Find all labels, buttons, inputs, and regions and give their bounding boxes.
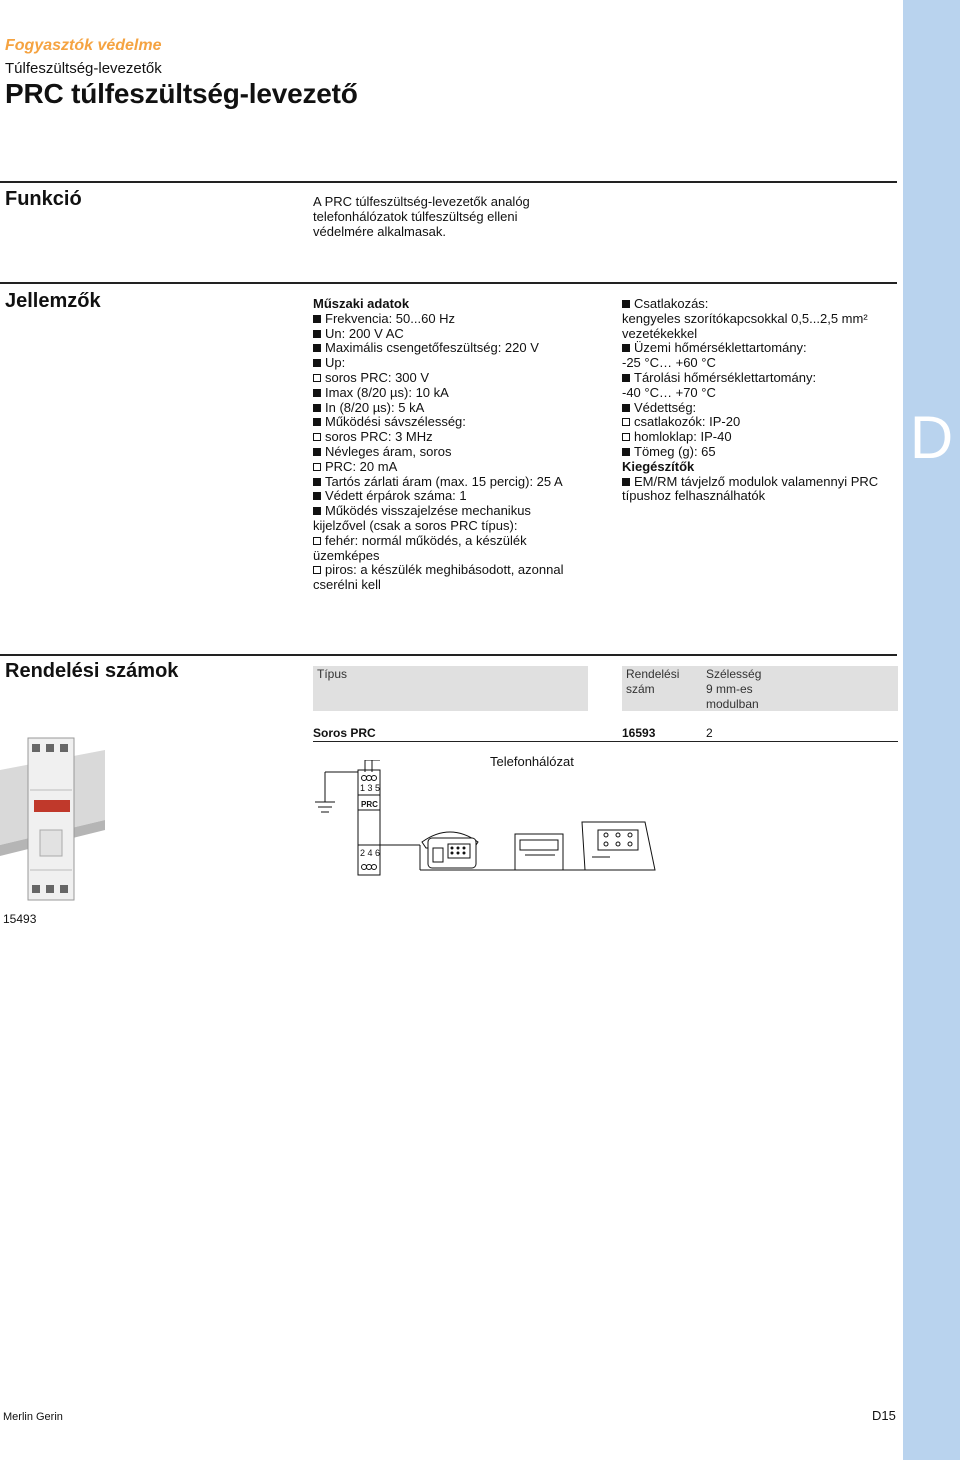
open-square-bullet-icon xyxy=(313,566,321,574)
table-header-tipus xyxy=(313,666,588,711)
modem-icon xyxy=(515,834,563,870)
spec-heading xyxy=(313,297,603,312)
spec-text: -25 °C… +60 °C xyxy=(622,355,716,371)
table-row-order-number: 16593 xyxy=(622,726,656,740)
footer-brand: Merlin Gerin xyxy=(3,1411,63,1423)
spec-item xyxy=(622,489,902,504)
spec-item xyxy=(313,386,603,401)
spec-text: kengyeles szorítókapcsokkal 0,5...2,5 mm² xyxy=(622,310,868,326)
terminal-label-top: 1 3 5 xyxy=(360,783,381,793)
spec-item xyxy=(313,312,603,327)
open-square-bullet-icon xyxy=(313,374,321,382)
table-row-rule xyxy=(313,741,898,742)
header-line: 9 mm-es xyxy=(706,682,753,696)
spec-text: üzemképes xyxy=(313,547,380,563)
spec-text: csatlakozók: IP-20 xyxy=(634,414,741,430)
spec-text: Imax (8/20 µs): 10 kA xyxy=(325,384,449,400)
text-line: telefonhálózatok túlfeszültség elleni xyxy=(313,208,518,224)
filled-square-bullet-icon xyxy=(313,418,321,426)
table-row-width: 2 xyxy=(706,726,713,740)
open-square-bullet-icon xyxy=(622,433,630,441)
spec-item xyxy=(313,327,603,342)
spec-text: Csatlakozás: xyxy=(634,296,709,311)
header-cell-szelesseg xyxy=(706,667,761,712)
section-heading-jellemzok: Jellemzők xyxy=(5,290,101,312)
spec-item xyxy=(313,563,603,578)
header-line: Szélesség xyxy=(706,667,762,681)
filled-square-bullet-icon xyxy=(313,389,321,397)
spec-text: Védettség: xyxy=(634,399,697,415)
spec-text: fehér: normál működés, a készülék xyxy=(325,532,527,548)
specs-column-1 xyxy=(313,297,603,593)
subcategory-label: Túlfeszültség-levezetők xyxy=(5,60,162,77)
spec-item xyxy=(622,327,902,342)
spec-item xyxy=(313,489,603,504)
product-photo xyxy=(0,730,105,906)
spec-item xyxy=(313,460,603,475)
spec-item xyxy=(313,519,603,534)
section-tab xyxy=(903,0,960,1460)
spec-text: Tömeg (g): 65 xyxy=(634,443,716,459)
terminal-label-bottom: 2 4 6 xyxy=(360,848,381,858)
open-square-bullet-icon xyxy=(313,433,321,441)
spec-item xyxy=(313,578,603,593)
spec-text: -40 °C… +70 °C xyxy=(622,384,716,400)
telephone-icon xyxy=(422,832,478,868)
header-line: szám xyxy=(626,682,655,696)
spec-item xyxy=(622,445,902,460)
spec-item xyxy=(313,401,603,416)
filled-square-bullet-icon xyxy=(622,404,630,412)
filled-square-bullet-icon xyxy=(622,448,630,456)
filled-square-bullet-icon xyxy=(622,300,630,308)
filled-square-bullet-icon xyxy=(313,507,321,515)
spec-text: piros: a készülék meghibásodott, azonnal xyxy=(325,562,564,578)
table-row-type: Soros PRC xyxy=(313,726,376,740)
spec-text: kijelzővel (csak a soros PRC típus): xyxy=(313,517,518,533)
section-letter: D xyxy=(909,404,954,471)
spec-heading xyxy=(622,460,902,475)
page-number: D15 xyxy=(872,1408,896,1423)
filled-square-bullet-icon xyxy=(313,344,321,352)
specs-column-2 xyxy=(622,297,902,504)
header-cell-label: Típus xyxy=(317,667,348,681)
funkcio-text xyxy=(313,195,530,239)
filled-square-bullet-icon xyxy=(313,404,321,412)
spec-item xyxy=(622,430,902,445)
spec-item xyxy=(313,445,603,460)
spec-text: soros PRC: 300 V xyxy=(325,369,430,385)
text-line: A PRC túlfeszültség-levezetők analóg xyxy=(313,194,530,209)
spec-text: Műszaki adatok xyxy=(313,296,410,311)
header-line: Rendelési xyxy=(626,667,680,681)
spec-item xyxy=(622,401,902,416)
spec-text: Működés visszajelzése mechanikus xyxy=(325,503,531,519)
indicator-label xyxy=(34,800,70,812)
spec-item xyxy=(622,415,902,430)
section-heading-funkcio: Funkció xyxy=(5,188,82,210)
spec-text: soros PRC: 3 MHz xyxy=(325,429,433,445)
spec-text: EM/RM távjelző modulok valamennyi PRC xyxy=(634,473,879,489)
filled-square-bullet-icon xyxy=(313,478,321,486)
spec-text: Up: xyxy=(325,355,346,371)
section-heading-rendelesi: Rendelési számok xyxy=(5,660,179,682)
filled-square-bullet-icon xyxy=(622,374,630,382)
spec-text: Tartós zárlati áram (max. 15 percig): 25 A xyxy=(325,473,563,489)
spec-item xyxy=(622,297,902,312)
open-square-bullet-icon xyxy=(313,537,321,545)
open-square-bullet-icon xyxy=(313,463,321,471)
spec-item xyxy=(313,475,603,490)
divider xyxy=(0,181,897,183)
filled-square-bullet-icon xyxy=(313,359,321,367)
header-line: modulban xyxy=(706,697,759,711)
open-square-bullet-icon xyxy=(622,418,630,426)
spec-text: In (8/20 µs): 5 kA xyxy=(325,399,425,415)
spec-item xyxy=(622,475,902,490)
filled-square-bullet-icon xyxy=(313,492,321,500)
spec-text: homloklap: IP-40 xyxy=(634,429,732,445)
spec-item xyxy=(313,356,603,371)
spec-text: típushoz felhasználhatók xyxy=(622,488,766,504)
spec-item xyxy=(313,371,603,386)
spec-item xyxy=(313,430,603,445)
spec-item xyxy=(622,386,902,401)
spec-text: PRC: 20 mA xyxy=(325,458,398,474)
spec-text: Védett érpárok száma: 1 xyxy=(325,488,467,504)
terminal-icon xyxy=(582,822,655,870)
spec-item xyxy=(313,549,603,564)
spec-text: Maximális csengetőfeszültség: 220 V xyxy=(325,340,539,356)
divider xyxy=(0,654,897,656)
text-line: védelmére alkalmasak. xyxy=(313,223,446,239)
category-label: Fogyasztók védelme xyxy=(5,37,162,54)
photo-caption: 15493 xyxy=(3,912,37,926)
spec-text: Tárolási hőmérséklettartomány: xyxy=(634,369,817,385)
spec-text: Kiegészítők xyxy=(622,458,695,474)
wiring-diagram xyxy=(310,760,660,880)
spec-item xyxy=(313,415,603,430)
spec-text: vezetékekkel xyxy=(622,325,698,341)
device-label: PRC xyxy=(361,800,378,809)
spec-text: Üzemi hőmérséklettartomány: xyxy=(634,340,807,356)
filled-square-bullet-icon xyxy=(622,344,630,352)
spec-item xyxy=(313,534,603,549)
spec-item xyxy=(313,504,603,519)
spec-item xyxy=(622,312,902,327)
filled-square-bullet-icon xyxy=(313,448,321,456)
spec-text: Működési sávszélesség: xyxy=(325,414,466,430)
header-cell-rendelesi xyxy=(626,667,679,697)
filled-square-bullet-icon xyxy=(313,330,321,338)
filled-square-bullet-icon xyxy=(313,315,321,323)
page-title: PRC túlfeszültség-levezető xyxy=(5,78,358,109)
spec-text: cserélni kell xyxy=(313,577,381,593)
spec-text: Un: 200 V AC xyxy=(325,325,404,341)
network-label: Telefonhálózat xyxy=(490,754,574,769)
table-header-ordering xyxy=(622,666,898,711)
divider xyxy=(0,282,897,284)
spec-item xyxy=(622,371,902,386)
prc-module xyxy=(28,738,74,900)
spec-text: Névleges áram, soros xyxy=(325,443,452,459)
spec-item xyxy=(313,341,603,356)
spec-text: Frekvencia: 50...60 Hz xyxy=(325,310,456,326)
spec-item xyxy=(622,356,902,371)
spec-item xyxy=(622,341,902,356)
filled-square-bullet-icon xyxy=(622,478,630,486)
